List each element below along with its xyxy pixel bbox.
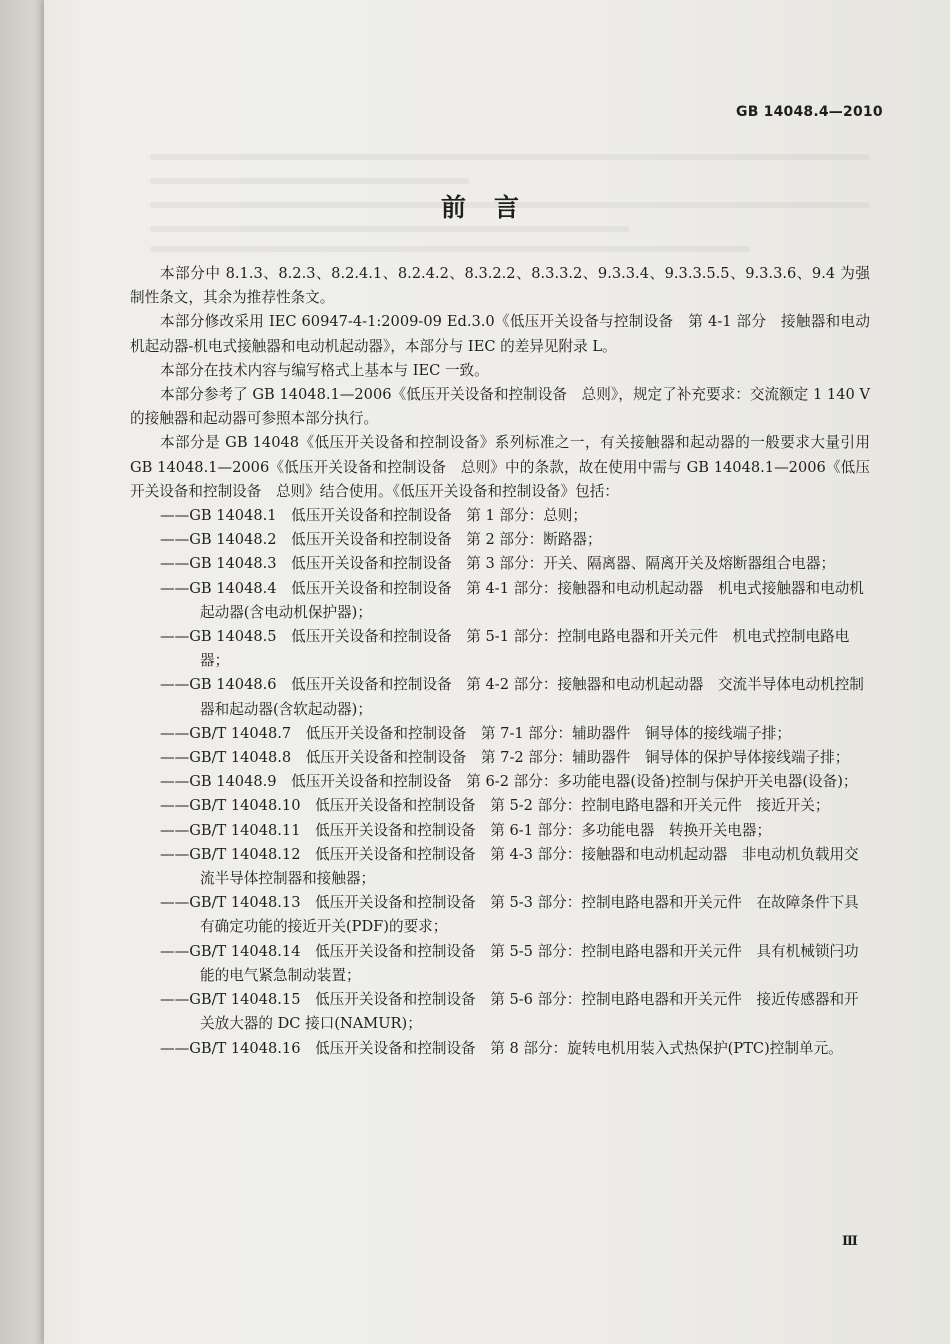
paragraph: 本部分在技术内容与编写格式上基本与 IEC 一致。 [160,361,489,379]
list-item: ——GB 14048.4 低压开关设备和控制设备 第 4-1 部分：接触器和电动机起动器 机电式接触器和电动机起动器(含电动机保护器)； [160,579,864,621]
page-title: 前言 [440,193,547,222]
page-number: Ⅲ [842,1234,858,1249]
list-item: ——GB 14048.6 低压开关设备和控制设备 第 4-2 部分：接触器和电动机起动器 交流半导体电动机控制器和起动器(含软起动器)； [160,676,864,718]
bleed-through-line [150,246,750,252]
list-item: ——GB/T 14048.7 低压开关设备和控制设备 第 7-1 部分：辅助器件 铜导体的接线端子排； [160,724,791,742]
paragraph: 本部分中 8.1.3、8.2.3、8.2.4.1、8.2.4.2、8.3.2.2、8.3.3.2、9.3.3.4、9.3.3.5.5、9.3.3.6、9.4 为强制性条文，其余为推荐性条文。 [130,265,870,307]
list-item: ——GB 14048.9 低压开关设备和控制设备 第 6-2 部分：多功能电器(设备)控制与保护开关电器(设备)； [160,773,858,791]
list-item: ——GB 14048.5 低压开关设备和控制设备 第 5-1 部分：控制电路电器和开关元件 机电式控制电路电器； [160,628,850,670]
bleed-through-line [150,178,470,184]
paragraph: 本部分修改采用 IEC 60947-4-1:2009-09 Ed.3.0《低压开关设备与控制设备 第 4-1 部分 接触器和电动机起动器-机电式接触器和电动机起动器》，本部分与 IEC 的差异见附录 L。 [130,313,870,355]
list-item: ——GB 14048.2 低压开关设备和控制设备 第 2 部分：断路器； [160,531,602,549]
standard-code: GB 14048.4—2010 [736,104,883,120]
list-item: ——GB/T 14048.10 低压开关设备和控制设备 第 5-2 部分：控制电路电器和开关元件 接近开关； [160,797,830,815]
list-item: ——GB/T 14048.8 低压开关设备和控制设备 第 7-2 部分：辅助器件 铜导体的保护导体接线端子排； [160,749,850,767]
list-item: ——GB/T 14048.16 低压开关设备和控制设备 第 8 部分：旋转电机用装入式热保护(PTC)控制单元。 [160,1039,843,1057]
list-item: ——GB/T 14048.14 低压开关设备和控制设备 第 5-5 部分：控制电路电器和开关元件 具有机械锁闩功能的电气紧急制动装置； [160,942,859,984]
paragraph: 本部分参考了 GB 14048.1—2006《低压开关设备和控制设备 总则》，规定了补充要求：交流额定 1 140 V 的接触器和起动器可参照本部分执行。 [130,386,870,428]
page-edge [0,0,44,1344]
bleed-through-line [150,226,630,232]
list-item: ——GB/T 14048.13 低压开关设备和控制设备 第 5-3 部分：控制电路电器和开关元件 在故障条件下具有确定功能的接近开关(PDF)的要求； [160,894,859,936]
list-item: ——GB 14048.1 低压开关设备和控制设备 第 1 部分：总则； [160,507,587,525]
list-item: ——GB/T 14048.15 低压开关设备和控制设备 第 5-6 部分：控制电路电器和开关元件 接近传感器和开关放大器的 DC 接口(NAMUR)； [160,991,859,1033]
document-body [130,262,870,1061]
list-item: ——GB/T 14048.12 低压开关设备和控制设备 第 4-3 部分：接触器和电动机起动器 非电动机负载用交流半导体控制器和接触器； [160,845,859,888]
paragraph: 本部分是 GB 14048《低压开关设备和控制设备》系列标准之一，有关接触器和起动器的一般要求大量引用 GB 14048.1—2006《低压开关设备和控制设备 总则》中的条款，故在使用中需与 GB 14048.1—2006《低压开关设备和控制设备 总则》结合使用。《低压开关设备和控制设备》包括： [130,434,870,500]
list-item: ——GB/T 14048.11 低压开关设备和控制设备 第 6-1 部分：多功能电器 转换开关电器； [160,821,772,839]
bleed-through-line [150,154,870,160]
list-item: ——GB 14048.3 低压开关设备和控制设备 第 3 部分：开关、隔离器、隔离开关及熔断器组合电器； [160,555,836,573]
